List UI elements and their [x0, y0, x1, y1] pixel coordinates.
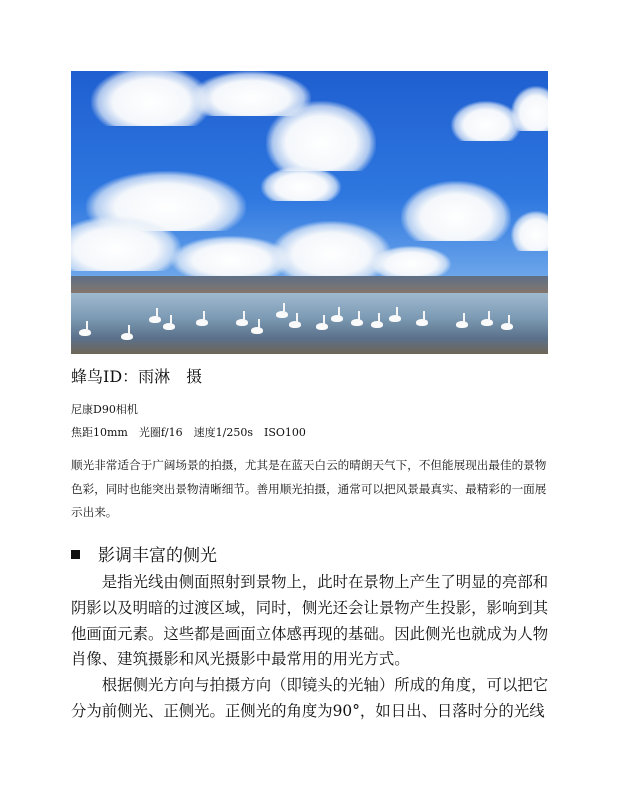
section-heading-text: 影调丰富的侧光: [98, 546, 217, 566]
intro-line: 示出来。: [71, 505, 118, 519]
body-line: 根据侧光方向与拍摄方向（即镜头的光轴）所成的角度，可以把它: [71, 676, 549, 694]
camera-info: 尼康D90相机: [71, 403, 138, 416]
body-line: 是指光线由侧面照射到景物上，此时在景物上产生了明显的亮部和: [71, 573, 549, 591]
landscape-photo: [71, 71, 548, 354]
body-line: 肖像、建筑摄影和风光摄影中最常用的用光方式。: [71, 650, 410, 668]
photo-caption: 蜂鸟ID：雨淋 摄: [71, 367, 203, 386]
camera-settings: 焦距10mm 光圈f/16 速度1/250s ISO100: [71, 426, 306, 439]
square-bullet-icon: [71, 550, 80, 559]
intro-line: 色彩，同时也能突出景物清晰细节。善用顺光拍摄，通常可以把风景最真实、最精彩的一面展: [71, 482, 547, 496]
section-heading: [71, 541, 217, 566]
body-line: 阴影以及明暗的过渡区域，同时，侧光还会让景物产生投影，影响到其: [71, 599, 549, 617]
body-line: 分为前侧光、正侧光。正侧光的角度为90°，如日出、日落时分的光线: [71, 702, 545, 720]
intro-line: 顺光非常适合于广阔场景的拍摄，尤其是在蓝天白云的晴朗天气下，不但能展现出最佳的景物: [71, 458, 547, 472]
body-line: 他画面元素。这些都是画面立体感再现的基础。因此侧光也就成为人物: [71, 625, 549, 643]
